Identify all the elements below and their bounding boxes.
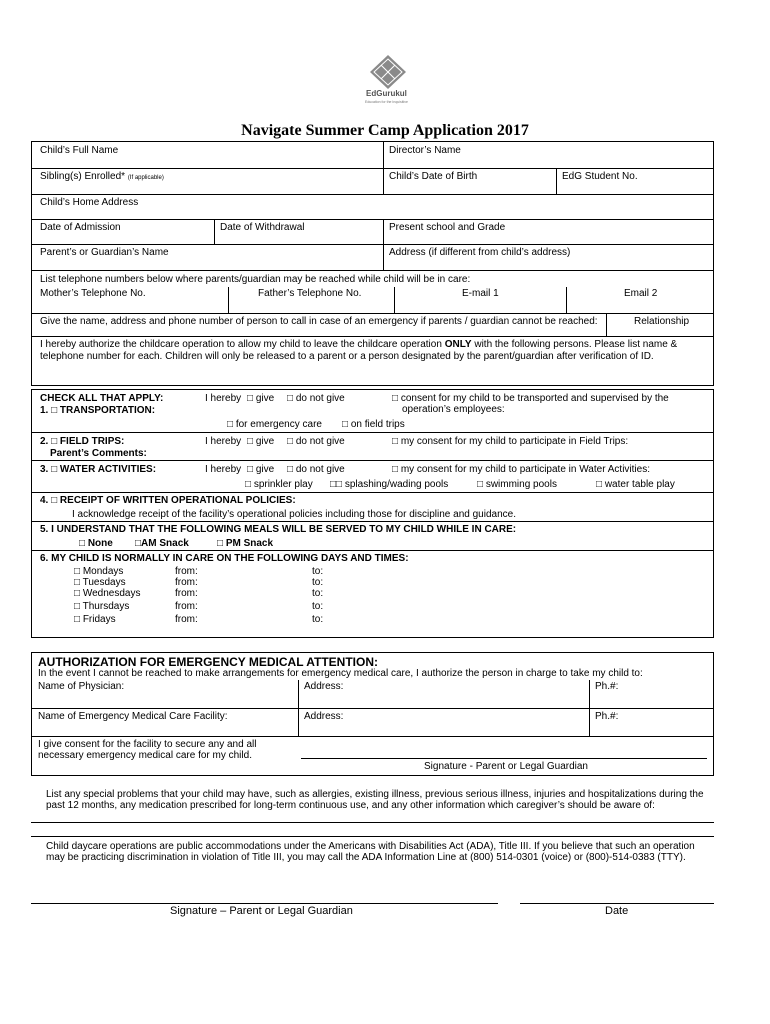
medical-intro: In the event I cannot be reached to make arrangements for emergency medical care, I authorize the person in charge to take my child to: <box>38 668 643 679</box>
wednesday-checkbox[interactable]: □ Wednesdays <box>74 588 141 599</box>
if-applicable-note: (If applicable) <box>127 175 164 181</box>
email1-field[interactable]: E-mail 1 <box>462 288 499 299</box>
page-title: Navigate Summer Camp Application 2017 <box>241 122 529 139</box>
friday-checkbox[interactable]: □ Fridays <box>74 614 116 625</box>
emergency-contact-field[interactable]: Give the name, address and phone number of person to call in case of an emergency if parents / guardian cannot be reached: <box>40 316 598 327</box>
medical-consent-text: I give consent for the facility to secure any and all <box>38 739 257 750</box>
authorize-text-2: telephone number for each. Children will only be released to a parent or a person designated by the parent/guardian after verification of ID. <box>40 351 654 362</box>
directors-name-field[interactable]: Director’s Name <box>389 145 461 156</box>
siblings-label: Sibling(s) Enrolled* <box>40 171 126 182</box>
parent-name-field[interactable]: Parent’s or Guardian’s Name <box>40 247 169 258</box>
field-do-not-give-checkbox[interactable]: □ do not give <box>287 436 345 447</box>
transport-do-not-give-checkbox[interactable]: □ do not give <box>287 393 345 404</box>
facility-name-field[interactable]: Name of Emergency Medical Care Facility: <box>38 711 228 722</box>
splashing-checkbox[interactable]: □□ splashing/wading pools <box>330 479 449 490</box>
present-school-field[interactable]: Present school and Grade <box>389 222 506 233</box>
ada-text: Child daycare operations are public accommodations under the Americans with Disabilities Act (ADA), Title III. If you believe that such an operation <box>46 841 695 852</box>
address-different-field[interactable]: Address (if different from child’s address) <box>389 247 571 258</box>
child-dob-field[interactable]: Child’s Date of Birth <box>389 171 478 182</box>
meal-pm-snack-checkbox[interactable]: □ PM Snack <box>217 538 274 549</box>
friday-to[interactable]: to: <box>312 614 324 625</box>
meal-none-checkbox[interactable]: □ None <box>79 538 113 549</box>
special-problems-text-2: past 12 months, any medication prescribed for long-term continuous use, and any other information which caregiver’s should be aware of: <box>46 800 655 811</box>
medical-signature-line[interactable] <box>301 758 707 759</box>
phone-intro: List telephone numbers below where parents/guardian may be reached while child will be in care: <box>40 274 471 285</box>
monday-from[interactable]: from: <box>175 566 198 577</box>
water-give-checkbox[interactable]: □ give <box>247 464 275 475</box>
edg-student-no-field[interactable]: EdG Student No. <box>562 171 638 182</box>
field-trips-checkbox[interactable]: 2. □ FIELD TRIPS: <box>40 436 125 447</box>
father-telephone-field[interactable]: Father’s Telephone No. <box>258 288 362 299</box>
medical-header: AUTHORIZATION FOR EMERGENCY MEDICAL ATTENTION: <box>38 655 378 669</box>
check-all-section <box>31 389 714 638</box>
home-address-field[interactable]: Child’s Home Address <box>40 197 139 208</box>
facility-address-field[interactable]: Address: <box>304 711 344 722</box>
thursday-from[interactable]: from: <box>175 601 198 612</box>
parents-comments-field[interactable]: Parent’s Comments: <box>50 448 147 459</box>
ada-text-2: may be practicing discrimination in violation of Title III, you may call the ADA Information Line at (800) 514-0301 (voice) or (800)-514-0383 (TTY). <box>46 852 686 863</box>
water-activities-checkbox[interactable]: 3. □ WATER ACTIVITIES: <box>40 464 157 475</box>
siblings-enrolled-field[interactable] <box>40 171 164 182</box>
i-hereby-label: I hereby <box>205 393 242 404</box>
facility-phone-field[interactable]: Ph.#: <box>595 711 619 722</box>
logo-tagline: Education for the Inquisitive <box>365 100 408 104</box>
check-header: CHECK ALL THAT APPLY: <box>40 393 164 404</box>
medical-authorization-section <box>31 652 714 776</box>
monday-to[interactable]: to: <box>312 566 324 577</box>
monday-checkbox[interactable]: □ Mondays <box>74 566 124 577</box>
water-consent-text: □ my consent for my child to participate in Water Activities: <box>392 464 650 475</box>
child-full-name-field[interactable]: Child’s Full Name <box>40 145 119 156</box>
date-admission-field[interactable]: Date of Admission <box>40 222 121 233</box>
thursday-to[interactable]: to: <box>312 601 324 612</box>
special-problems-text: List any special problems that your child may have, such as allergies, existing illness, previous serious illness, injuries and hospitalizations during the <box>46 789 704 800</box>
mother-telephone-field[interactable]: Mother’s Telephone No. <box>40 288 146 299</box>
parent-signature-line[interactable] <box>31 903 498 904</box>
date-line[interactable] <box>520 903 714 904</box>
tuesday-to[interactable]: to: <box>312 577 324 588</box>
days-header: 6. MY CHILD IS NORMALLY IN CARE ON THE FOLLOWING DAYS AND TIMES: <box>40 553 409 564</box>
medical-consent-text-2: necessary emergency medical care for my child. <box>38 750 252 761</box>
field-consent-text: □ my consent for my child to participate in Field Trips: <box>392 436 629 447</box>
wednesday-from[interactable]: from: <box>175 588 198 599</box>
medical-signature-label: Signature - Parent or Legal Guardian <box>424 761 588 772</box>
diamond-logo-icon <box>368 55 408 89</box>
authorize-text: I hereby authorize the childcare operation to allow my child to leave the childcare operation ONLY with the following persons. Please list name & <box>40 339 678 350</box>
receipt-policies-checkbox[interactable]: 4. □ RECEIPT OF WRITTEN OPERATIONAL POLICIES: <box>40 495 296 506</box>
special-problems-line-2[interactable] <box>31 836 714 837</box>
transport-consent-text: □ consent for my child to be transported and supervised by the <box>392 393 669 404</box>
field-give-checkbox[interactable]: □ give <box>247 436 275 447</box>
meal-am-snack-checkbox[interactable]: □AM Snack <box>135 538 189 549</box>
email2-field[interactable]: Email 2 <box>624 288 658 299</box>
wednesday-to[interactable]: to: <box>312 588 324 599</box>
date-withdrawal-field[interactable]: Date of Withdrawal <box>220 222 305 233</box>
thursday-checkbox[interactable]: □ Thursdays <box>74 601 130 612</box>
relationship-field[interactable]: Relationship <box>634 316 690 327</box>
transport-give-checkbox[interactable]: □ give <box>247 393 275 404</box>
water-table-checkbox[interactable]: □ water table play <box>596 479 675 490</box>
edgurukul-logo <box>360 55 420 110</box>
date-label: Date <box>605 905 629 917</box>
water-do-not-give-checkbox[interactable]: □ do not give <box>287 464 345 475</box>
physician-address-field[interactable]: Address: <box>304 681 344 692</box>
physician-phone-field[interactable]: Ph.#: <box>595 681 619 692</box>
meals-header: 5. I UNDERSTAND THAT THE FOLLOWING MEALS WILL BE SERVED TO MY CHILD WHILE IN CARE: <box>40 524 517 535</box>
parent-signature-label: Signature – Parent or Legal Guardian <box>170 905 353 917</box>
special-problems-line-1[interactable] <box>31 822 714 823</box>
emergency-care-checkbox[interactable]: □ for emergency care <box>227 419 322 430</box>
physician-name-field[interactable]: Name of Physician: <box>38 681 125 692</box>
i-hereby-label: I hereby <box>205 464 242 475</box>
field-trips-transport-checkbox[interactable]: □ on field trips <box>342 419 405 430</box>
transportation-checkbox[interactable]: 1. □ TRANSPORTATION: <box>40 405 156 416</box>
tuesday-checkbox[interactable]: □ Tuesdays <box>74 577 126 588</box>
tuesday-from[interactable]: from: <box>175 577 198 588</box>
receipt-ack-text: I acknowledge receipt of the facility’s operational policies including those for discipline and guidance. <box>72 509 516 520</box>
logo-brand: EdGurukul <box>366 89 407 98</box>
friday-from[interactable]: from: <box>175 614 198 625</box>
swimming-checkbox[interactable]: □ swimming pools <box>477 479 557 490</box>
transport-consent-text-2: operation’s employees: <box>402 404 505 415</box>
sprinkler-checkbox[interactable]: □ sprinkler play <box>245 479 313 490</box>
applicant-info-table <box>31 141 714 386</box>
i-hereby-label: I hereby <box>205 436 242 447</box>
